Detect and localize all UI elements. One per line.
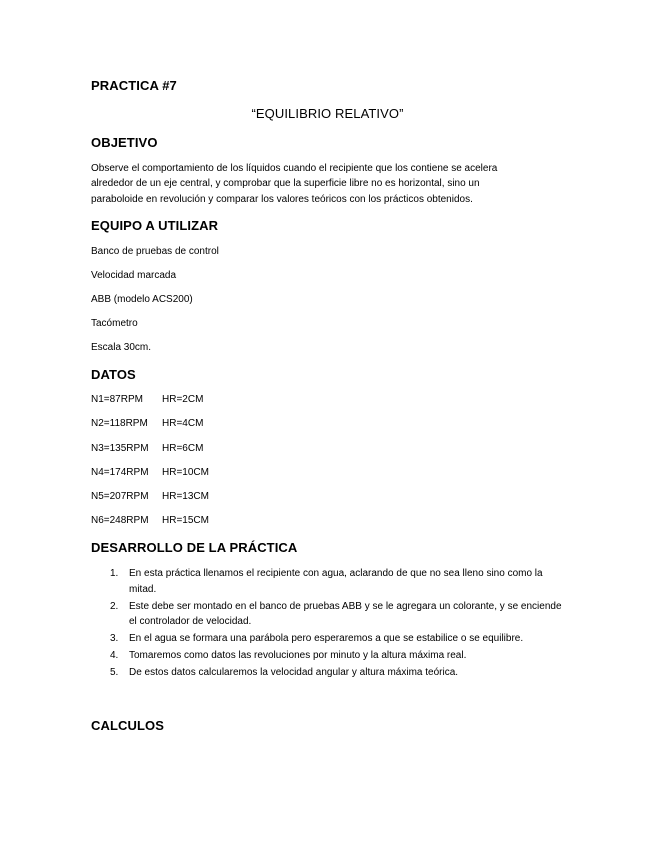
rpm-value: N3=135RPM	[91, 443, 149, 454]
step-number: 4.	[110, 650, 119, 661]
equipment-item: Escala 30cm.	[91, 342, 152, 353]
list-item	[91, 599, 571, 630]
objective-heading: OBJETIVO	[91, 135, 158, 150]
step-number: 2.	[110, 600, 119, 612]
step-text: Este debe ser montado en el banco de pruebas ABB y se le agregara un colorante, y se enciende el controlador de velocidad.	[129, 600, 562, 627]
height-value: HR=4CM	[162, 418, 204, 429]
step-text: Tomaremos como datos las revoluciones por minuto y la altura máxima real.	[129, 650, 467, 661]
height-value: HR=10CM	[162, 467, 209, 478]
rpm-value: N4=174RPM	[91, 467, 149, 478]
equipment-item: Banco de pruebas de control	[91, 246, 219, 257]
data-row	[91, 515, 209, 526]
objective-line: Observe el comportamiento de los líquidos cuando el recipiente que los contiene se acelera	[91, 163, 498, 174]
objective-line: alrededor de un eje central, y comprobar que la superficie libre no es horizontal, sino un	[91, 178, 480, 189]
calculations-heading: CALCULOS	[91, 718, 165, 733]
equipment-item: Tacómetro	[91, 318, 138, 329]
height-value: HR=6CM	[162, 443, 204, 454]
list-item	[91, 648, 571, 664]
step-number: 1.	[110, 568, 119, 579]
step-text: En el agua se formara una parábola pero esperaremos a que se estabilice o se equilibre.	[129, 633, 524, 644]
step-text: De estos datos calcularemos la velocidad angular y altura máxima teórica.	[129, 667, 459, 678]
list-item	[91, 665, 571, 681]
development-steps-list	[91, 566, 571, 682]
equipment-item: Velocidad marcada	[91, 270, 177, 281]
rpm-value: N2=118RPM	[91, 418, 148, 429]
equipment-heading: EQUIPO A UTILIZAR	[91, 218, 219, 233]
data-heading: DATOS	[91, 367, 136, 382]
data-row	[91, 491, 209, 502]
equipment-item: ABB (modelo ACS200)	[91, 294, 193, 305]
step-number: 3.	[110, 633, 119, 644]
step-text: En esta práctica llenamos el recipiente con agua, aclarando de que no sea lleno sino como la mitad.	[129, 568, 543, 595]
list-item	[91, 631, 571, 647]
development-heading: DESARROLLO DE LA PRÁCTICA	[91, 540, 298, 555]
data-row	[91, 418, 203, 429]
step-number: 5.	[110, 667, 119, 678]
rpm-value: N1=87RPM	[91, 394, 143, 405]
height-value: HR=2CM	[162, 394, 204, 405]
height-value: HR=15CM	[162, 515, 209, 526]
practice-label: PRACTICA #7	[91, 78, 177, 93]
data-row	[91, 443, 203, 454]
document-title: “EQUILIBRIO RELATIVO”	[251, 106, 404, 121]
rpm-value: N5=207RPM	[91, 491, 149, 502]
data-row	[91, 394, 203, 405]
data-row	[91, 467, 209, 478]
height-value: HR=13CM	[162, 491, 209, 502]
rpm-value: N6=248RPM	[91, 515, 149, 526]
objective-line: paraboloide en revolución y comparar los valores teóricos con los prácticos obtenidos.	[91, 194, 473, 205]
list-item	[91, 566, 571, 597]
